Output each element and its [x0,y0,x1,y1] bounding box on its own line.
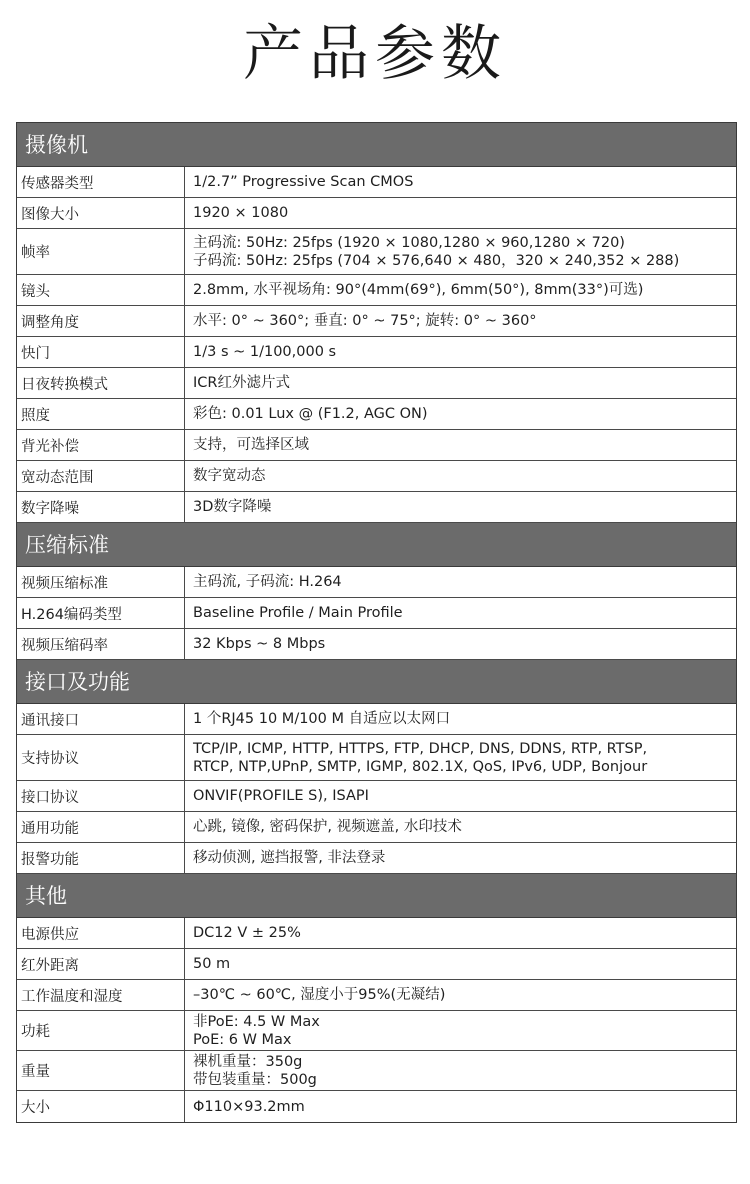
spec-value-line: ICR红外滤片式 [193,375,290,391]
spec-row [17,949,736,980]
section-header: 摄像机 [17,123,736,167]
spec-label: 日夜转换模式 [17,368,185,398]
spec-value-line: 2.8mm, 水平视场角: 90°(4mm(69°), 6mm(50°), 8mm(33°)可选) [193,282,644,298]
spec-label: 数字降噪 [17,492,185,522]
spec-value-line: 1/3 s ~ 1/100,000 s [193,344,337,360]
spec-value-line: Baseline Profile / Main Profile [193,605,403,621]
spec-row [17,492,736,523]
spec-label: 通用功能 [17,812,185,842]
spec-label: 工作温度和湿度 [17,980,185,1010]
spec-value-line: 数字宽动态 [193,468,266,484]
spec-value [185,399,736,429]
spec-value-line: 32 Kbps ~ 8 Mbps [193,636,326,652]
spec-row [17,461,736,492]
spec-value-line: 带包装重量：500g [193,1071,317,1088]
page-title: 产品参数 [243,19,507,89]
spec-value-line: DC12 V ± 25% [193,925,301,941]
spec-value-line: 1 个RJ45 10 M/100 M 自适应以太网口 [193,711,451,727]
spec-label: 通讯接口 [17,704,185,734]
spec-label: H.264编码类型 [17,598,185,628]
spec-value [185,430,736,460]
spec-row [17,198,736,229]
spec-label: 背光补偿 [17,430,185,460]
spec-value [185,198,736,228]
section-header: 其他 [17,874,736,918]
spec-value [185,704,736,734]
spec-row [17,735,736,781]
spec-value [185,949,736,979]
spec-value [185,843,736,873]
spec-row [17,167,736,198]
spec-row [17,275,736,306]
spec-row [17,812,736,843]
spec-row [17,1091,736,1122]
spec-value [185,275,736,305]
spec-value [185,167,736,197]
spec-label: 帧率 [17,229,185,274]
spec-label: 调整角度 [17,306,185,336]
spec-value [185,980,736,1010]
spec-value-line: 主码流: 50Hz: 25fps (1920 × 1080,1280 × 960,1280 × 720) [193,234,625,251]
spec-value [185,1011,736,1050]
spec-value [185,337,736,367]
spec-row [17,430,736,461]
spec-value-line: ONVIF(PROFILE S), ISAPI [193,788,369,804]
spec-value-line: 彩色: 0.01 Lux @ (F1.2, AGC ON) [193,406,428,422]
spec-value-line: 子码流: 50Hz: 25fps (704 × 576,640 × 480，320 × 240,352 × 288) [193,252,680,269]
spec-value-line: 1920 × 1080 [193,205,289,221]
spec-value-line: PoE: 6 W Max [193,1031,292,1048]
spec-label: 视频压缩码率 [17,629,185,659]
spec-label: 照度 [17,399,185,429]
spec-row [17,781,736,812]
spec-label: 镜头 [17,275,185,305]
spec-value [185,735,736,780]
spec-value-line: 3D数字降噪 [193,499,272,515]
spec-label: 接口协议 [17,781,185,811]
spec-table [16,122,737,1123]
spec-value [185,567,736,597]
spec-row [17,704,736,735]
spec-row [17,843,736,874]
spec-value-line: 移动侦测, 遮挡报警, 非法登录 [193,850,386,866]
spec-row [17,368,736,399]
spec-value-line: 50 m [193,956,231,972]
spec-row [17,1051,736,1091]
spec-label: 报警功能 [17,843,185,873]
spec-row [17,918,736,949]
spec-label: 红外距离 [17,949,185,979]
spec-label: 电源供应 [17,918,185,948]
spec-label: 大小 [17,1091,185,1122]
spec-row [17,1011,736,1051]
spec-value [185,368,736,398]
spec-row [17,567,736,598]
section-header: 压缩标准 [17,523,736,567]
spec-value [185,492,736,522]
spec-value [185,306,736,336]
spec-label: 视频压缩标准 [17,567,185,597]
spec-value [185,598,736,628]
spec-value-line: 裸机重量：350g [193,1053,303,1070]
spec-label: 功耗 [17,1011,185,1050]
spec-value-line: 支持，可选择区域 [193,437,309,453]
spec-value [185,629,736,659]
spec-value [185,229,736,274]
spec-value [185,1091,736,1122]
spec-label: 快门 [17,337,185,367]
spec-label: 重量 [17,1051,185,1090]
spec-row [17,399,736,430]
spec-value-line: 非PoE: 4.5 W Max [193,1013,320,1030]
spec-row [17,980,736,1011]
spec-value-line: TCP/IP, ICMP, HTTP, HTTPS, FTP, DHCP, DNS, DDNS, RTP, RTSP, [193,740,648,757]
spec-row [17,229,736,275]
spec-value [185,1051,736,1090]
spec-value-line: 水平: 0° ~ 360°; 垂直: 0° ~ 75°; 旋转: 0° ~ 360° [193,313,537,329]
spec-value-line: RTCP, NTP,UPnP, SMTP, IGMP, 802.1X, QoS, IPv6, UDP, Bonjour [193,758,648,775]
spec-value-line: 1/2.7” Progressive Scan CMOS [193,174,414,190]
spec-value [185,461,736,491]
spec-value [185,918,736,948]
spec-row [17,598,736,629]
spec-value [185,812,736,842]
spec-label: 传感器类型 [17,167,185,197]
spec-row [17,337,736,368]
section-header: 接口及功能 [17,660,736,704]
spec-value-line: –30℃ ~ 60℃, 湿度小于95%(无凝结) [193,987,446,1003]
spec-value-line: 心跳, 镜像, 密码保护, 视频遮盖, 水印技术 [193,819,462,835]
spec-label: 图像大小 [17,198,185,228]
spec-label: 支持协议 [17,735,185,780]
spec-row [17,629,736,660]
spec-label: 宽动态范围 [17,461,185,491]
spec-row [17,306,736,337]
spec-value-line: Φ110×93.2mm [193,1098,305,1115]
spec-value [185,781,736,811]
spec-value-line: 主码流, 子码流: H.264 [193,574,342,590]
